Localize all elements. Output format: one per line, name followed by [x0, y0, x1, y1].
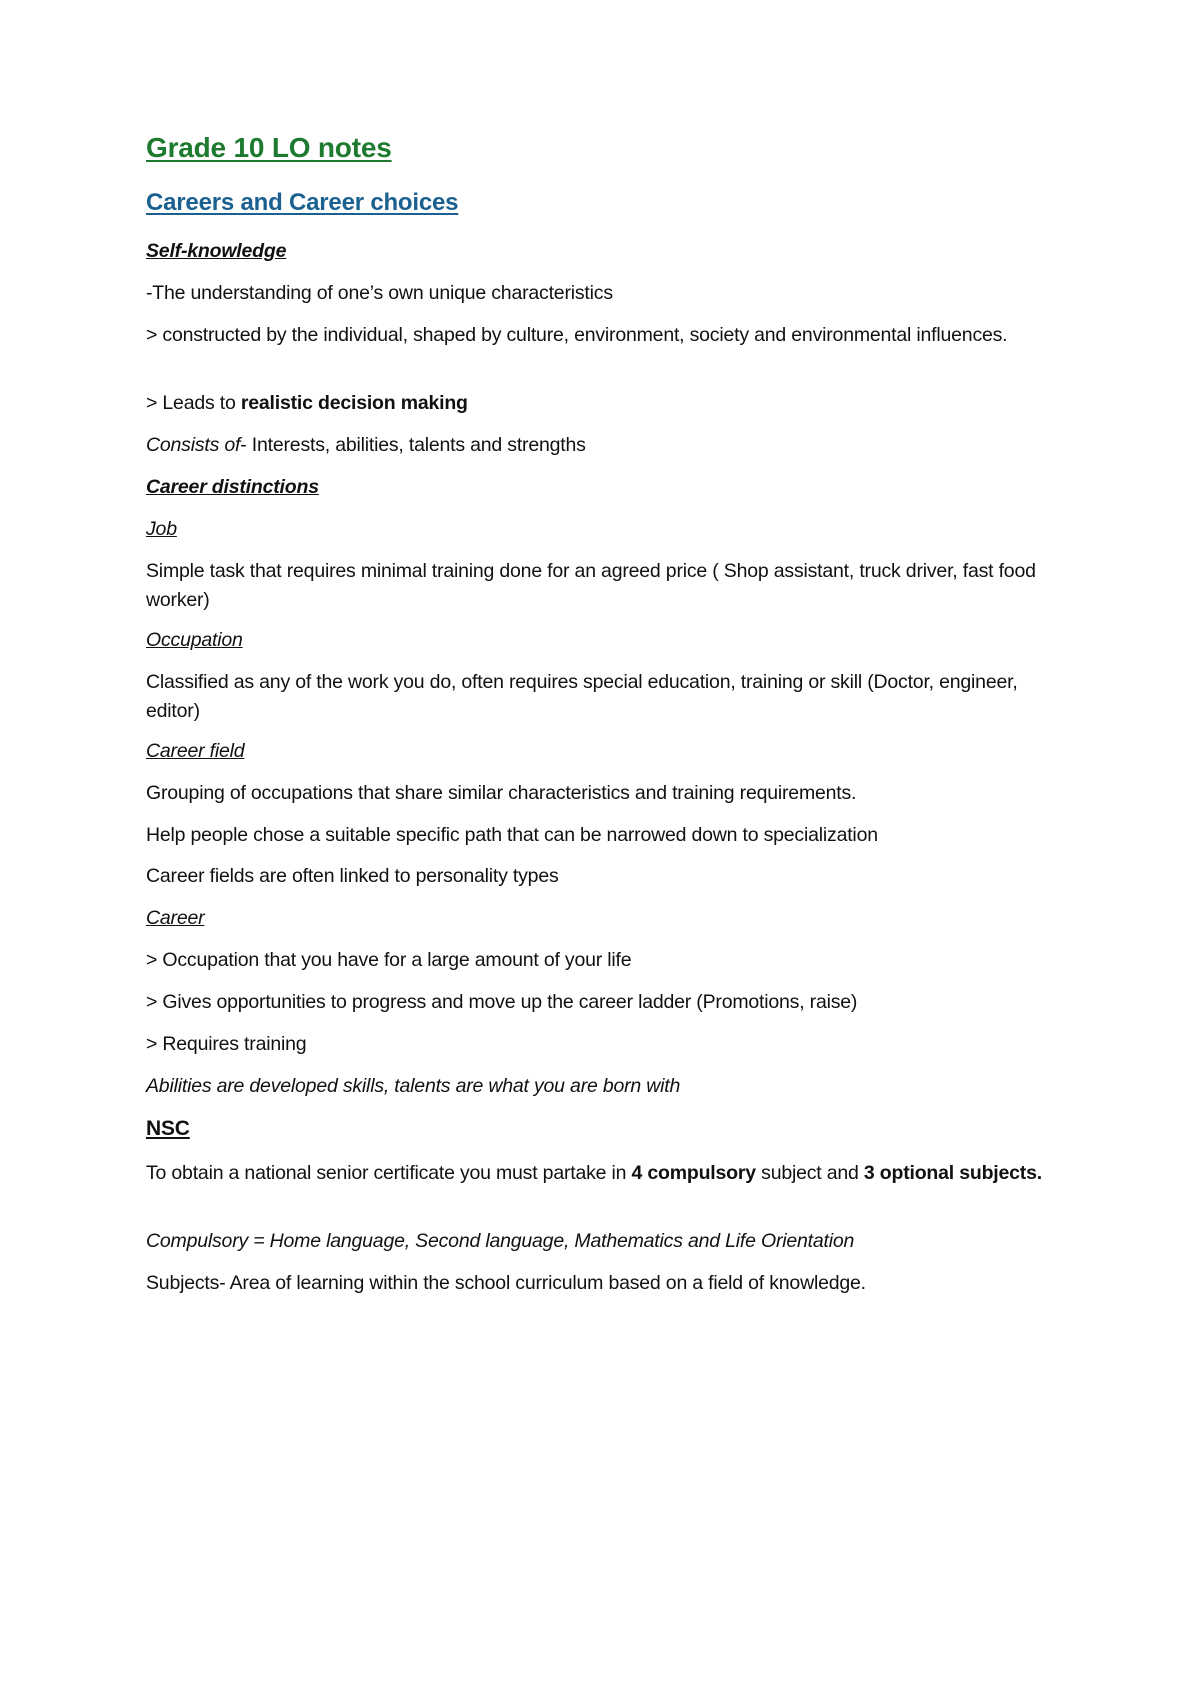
nsc-subjects: Subjects- Area of learning within the school curriculum based on a field of knowledge.	[146, 1272, 866, 1294]
leads-prefix: > Leads to	[146, 392, 241, 414]
section-title: Careers and Career choices	[146, 189, 459, 216]
career-field-line: Help people chose a suitable specific path that can be narrowed down to specialization	[146, 824, 878, 846]
career-line: > Gives opportunities to progress and move up the career ladder (Promotions, raise)	[146, 991, 858, 1013]
job-text: Simple task that requires minimal training done for an agreed price ( Shop assistant, truck driver, fast food worker)	[146, 560, 1036, 611]
heading-career-field: Career field	[146, 740, 245, 762]
nsc-paragraph	[146, 1159, 1066, 1188]
heading-occupation: Occupation	[146, 629, 243, 651]
leads-bold: realistic decision making	[240, 392, 468, 414]
consists-label: Consists of	[146, 434, 241, 456]
career-field-line: Career fields are often linked to personality types	[146, 865, 559, 887]
nsc-text: To obtain a national senior certificate you must partake in	[146, 1162, 632, 1184]
self-knowledge-constructed: > constructed by the individual, shaped by culture, environment, society and environmental influences.	[146, 324, 1008, 346]
heading-self-knowledge: Self-knowledge	[146, 240, 287, 262]
consists-text: - Interests, abilities, talents and strengths	[240, 434, 586, 456]
heading-job: Job	[146, 518, 177, 540]
nsc-compulsory: Compulsory = Home language, Second language, Mathematics and Life Orientation	[146, 1230, 855, 1252]
heading-career: Career	[146, 907, 205, 929]
career-field-line: Grouping of occupations that share similar characteristics and training requirements.	[146, 782, 857, 804]
self-knowledge-consists	[146, 431, 586, 460]
abilities-note: Abilities are developed skills, talents are what you are born with	[146, 1075, 681, 1097]
nsc-bold-optional: 3 optional subjects.	[863, 1162, 1042, 1184]
nsc-text: subject and	[755, 1162, 864, 1184]
nsc-bold-compulsory: 4 compulsory	[631, 1162, 756, 1184]
heading-nsc: NSC	[146, 1117, 190, 1140]
career-line: > Occupation that you have for a large amount of your life	[146, 949, 632, 971]
occupation-text: Classified as any of the work you do, often requires special education, training or skill (Doctor, engineer, editor)	[146, 671, 1018, 722]
career-line: > Requires training	[146, 1033, 307, 1055]
heading-career-distinctions: Career distinctions	[146, 476, 319, 498]
document-title: Grade 10 LO notes	[146, 132, 392, 163]
self-knowledge-definition: -The understanding of one’s own unique characteristics	[146, 282, 613, 304]
self-knowledge-leads	[146, 389, 468, 418]
